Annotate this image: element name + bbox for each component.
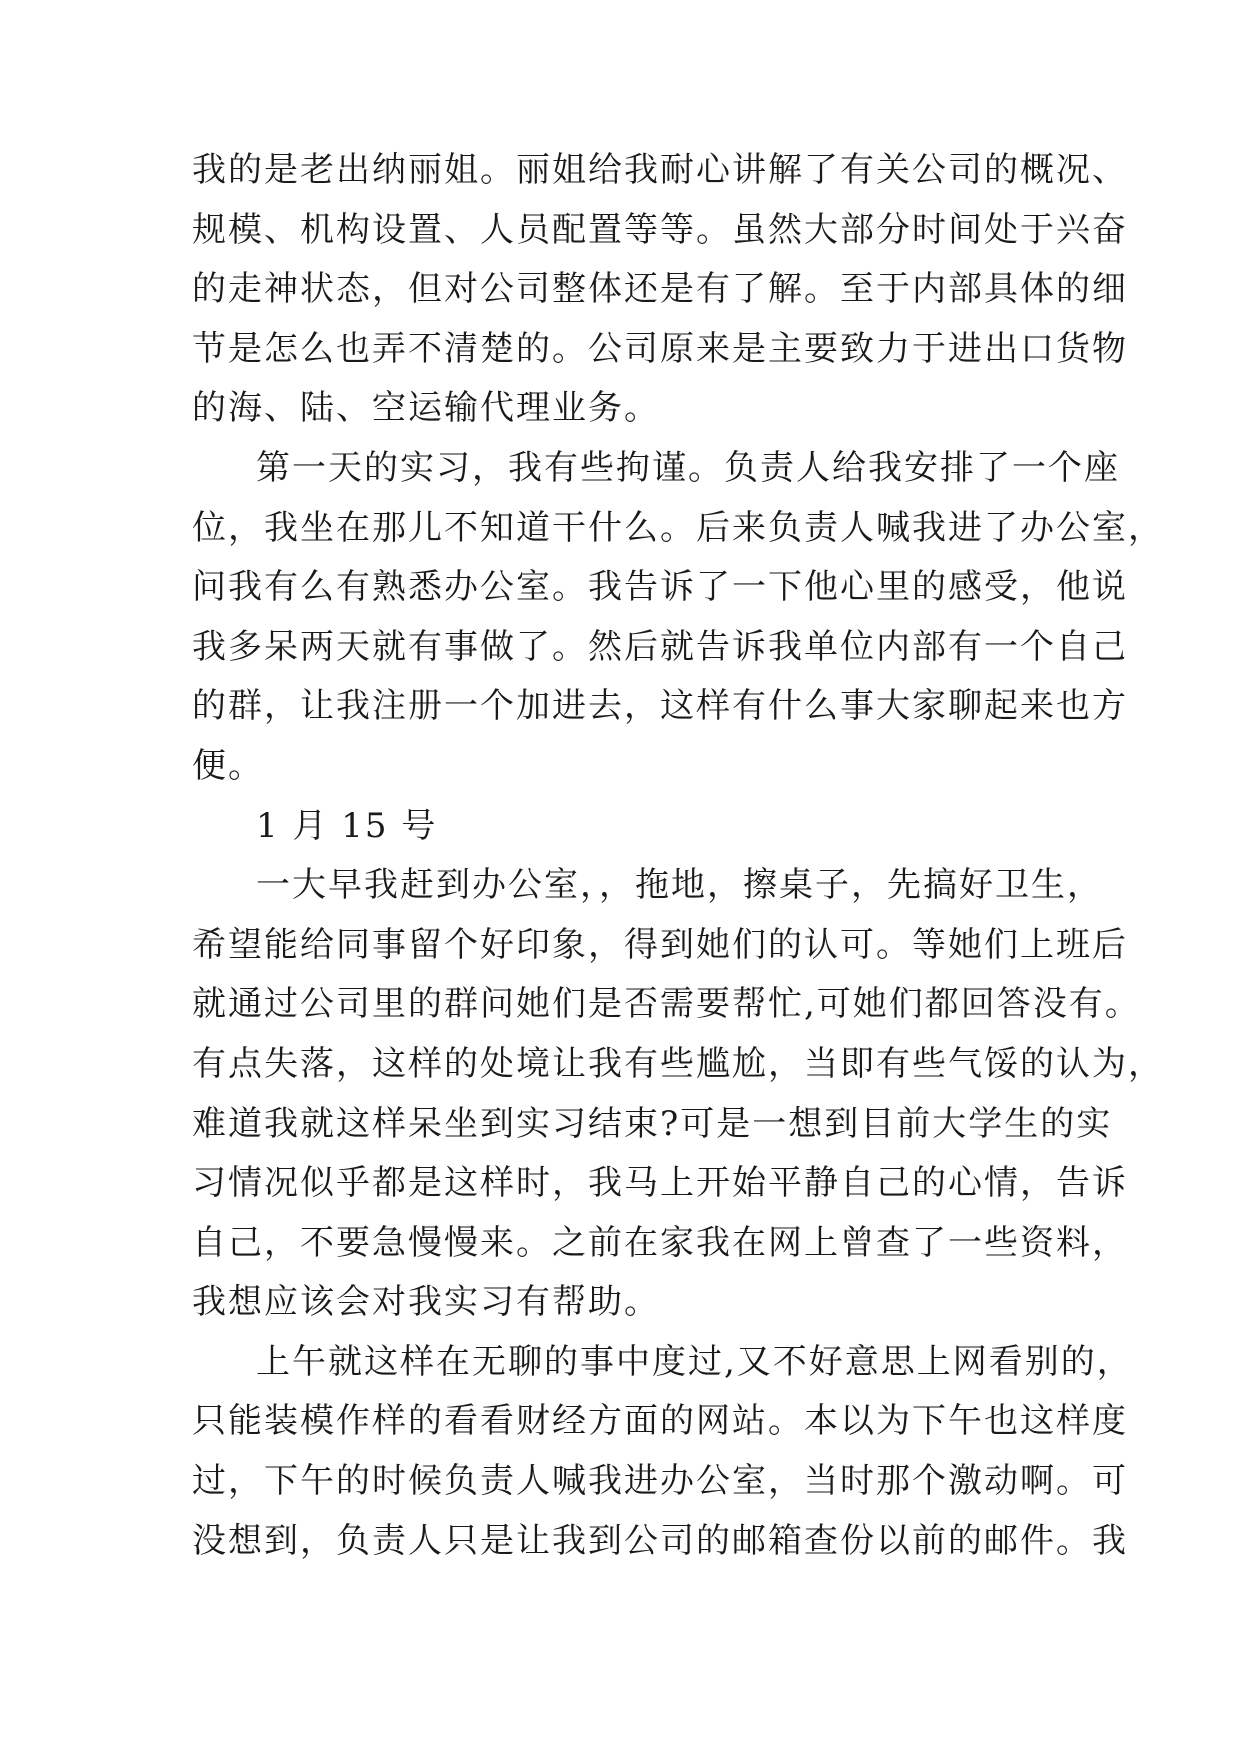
paragraph xyxy=(192,141,1128,439)
text-line: 我的是老出纳丽姐。丽姐给我耐心讲解了有关公司的概况、 xyxy=(192,150,1128,190)
text-line: 过，下午的时候负责人喊我进办公室，当时那个激动啊。可 xyxy=(192,1461,1128,1502)
text-line: 一大早我赶到办公室，，拖地，擦桌子，先搞好卫生， xyxy=(256,865,1103,906)
text-line: 位，我坐在那儿不知道干什么。后来负责人喊我进了办公室， xyxy=(192,507,1164,548)
paragraph xyxy=(192,439,1164,797)
text-line: 没想到，负责人只是让我到公司的邮箱查份以前的邮件。我 xyxy=(192,1520,1128,1561)
text-line: 的海、陆、空运输代理业务。 xyxy=(192,388,660,429)
text-line: 只能装模作样的看看财经方面的网站。本以为下午也这样度 xyxy=(192,1401,1128,1442)
text-line: 节是怎么也弄不清楚的。公司原来是主要致力于进出口货物 xyxy=(192,328,1128,369)
text-line: 的群，让我注册一个加进去，这样有什么事大家聊起来也方 xyxy=(192,686,1128,727)
text-line: 习情况似乎都是这样时，我马上开始平静自己的心情，告诉 xyxy=(192,1163,1128,1204)
text-line: 难道我就这样呆坐到实习结束?可是一想到目前大学生的实 xyxy=(192,1103,1113,1144)
text-line: 希望能给同事留个好印象，得到她们的认可。等她们上班后 xyxy=(192,924,1128,965)
text-line: 我想应该会对我实习有帮助。 xyxy=(192,1282,660,1323)
text-line: 自己，不要急慢慢来。之前在家我在网上曾查了一些资料， xyxy=(192,1222,1128,1263)
paragraph xyxy=(192,797,1052,857)
text-line: 问我有么有熟悉办公室。我告诉了一下他心里的感受，他说 xyxy=(192,567,1128,608)
paragraph xyxy=(192,1333,1133,1571)
text-line: 规模、机构设置、人员配置等等。虽然大部分时间处于兴奋 xyxy=(192,209,1128,250)
text-line: 我多呆两天就有事做了。然后就告诉我单位内部有一个自己 xyxy=(192,626,1128,667)
paragraph xyxy=(192,856,1164,1333)
text-line: 有点失落，这样的处境让我有些尴尬，当即有些气馁的认为， xyxy=(192,1043,1164,1084)
body-text xyxy=(192,141,1164,1571)
text-line: 上午就这样在无聊的事中度过,又不好意思上网看别的， xyxy=(256,1341,1133,1382)
text-line: 便。 xyxy=(192,745,264,786)
text-line: 就通过公司里的群问她们是否需要帮忙,可她们都回答没有。 xyxy=(192,984,1141,1025)
text-line: 1 月 15 号 xyxy=(256,805,438,846)
text-line: 第一天的实习，我有些拘谨。负责人给我安排了一个座 xyxy=(256,447,1120,488)
text-line: 的走神状态，但对公司整体还是有了解。至于内部具体的细 xyxy=(192,269,1128,310)
